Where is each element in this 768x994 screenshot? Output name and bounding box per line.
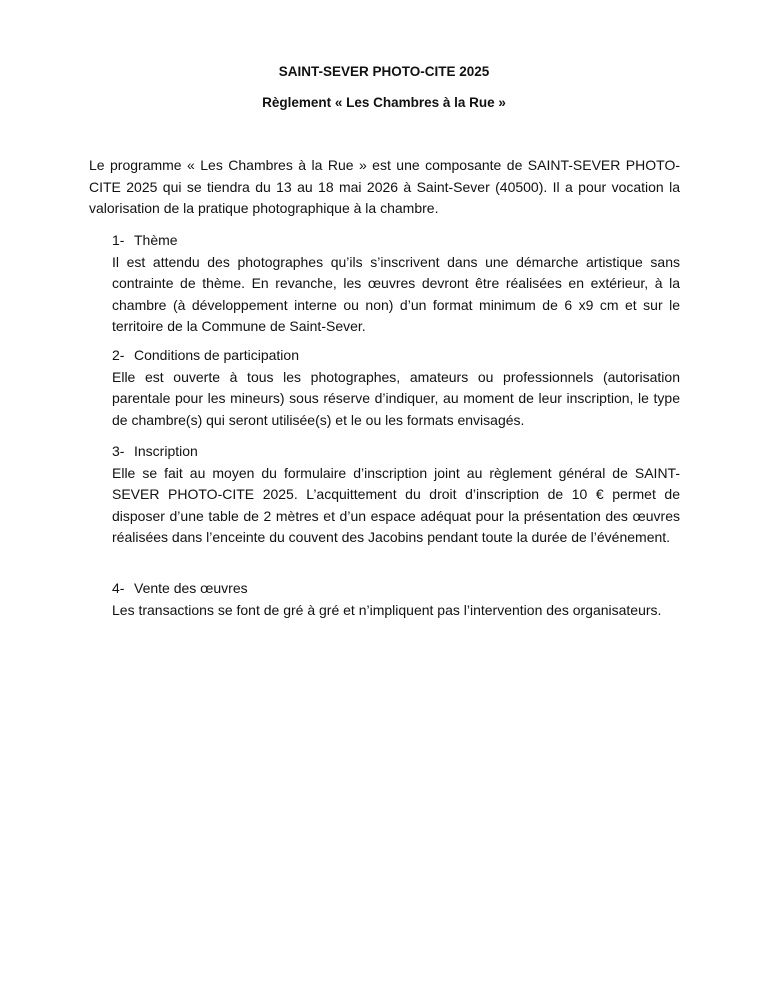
section-number: 4-	[112, 580, 125, 596]
document-title: SAINT-SEVER PHOTO-CITE 2025	[278, 64, 490, 79]
section-heading-label: Thème	[134, 232, 178, 248]
section-body: Il est attendu des photographes qu’ils s’inscrivent dans une démarche artistique sans contrainte de thème. En revanche, les œuvres devront être réalisées en extérieur, à la chambre (à développement interne ou non) d’un format minimum de 6 x9 cm et sur le territoire de la Commune de Saint-Sever.	[112, 253, 680, 334]
section-theme	[112, 230, 680, 338]
section-heading	[112, 230, 680, 252]
section-heading-label: Inscription	[134, 443, 198, 459]
section-heading-label: Conditions de participation	[134, 347, 299, 363]
section-number: 1-	[112, 232, 125, 248]
section-vente	[112, 578, 680, 621]
section-body: Elle est ouverte à tous les photographes, amateurs ou professionnels (autorisation parentale pour les mineurs) sous réserve d’indiquer, au moment de leur inscription, le type de chambre(s) qui seront utilisée(s) et le ou les formats envisagés.	[112, 368, 680, 428]
section-body: Les transactions se font de gré à gré et n’impliquent pas l’intervention des organisateurs.	[112, 601, 662, 618]
section-number: 3-	[112, 443, 125, 459]
section-heading	[112, 578, 680, 600]
section-number: 2-	[112, 347, 125, 363]
section-body: Elle se fait au moyen du formulaire d’inscription joint au règlement général de SAINT-SEVER PHOTO-CITE 2025. L’acquittement du droit d’inscription de 10 € permet de disposer d’une table de 2 mètres et d’un espace adéquat pour la présentation des œuvres réalisées dans l’enceinte du couvent des Jacobins pendant toute la durée de l’événement.	[112, 464, 680, 545]
section-heading-label: Vente des œuvres	[134, 580, 248, 596]
section-heading	[112, 345, 680, 367]
section-heading	[112, 441, 680, 463]
section-inscription	[112, 441, 680, 549]
intro-paragraph: Le programme « Les Chambres à la Rue » est une composante de SAINT-SEVER PHOTO-CITE 2025 qui se tiendra du 13 au 18 mai 2026 à Saint-Sever (40500). Il a pour vocation la valorisation de la pratique photographique à la chambre.	[89, 157, 680, 216]
document-subtitle: Règlement « Les Chambres à la Rue »	[262, 95, 506, 110]
section-conditions	[112, 345, 680, 431]
